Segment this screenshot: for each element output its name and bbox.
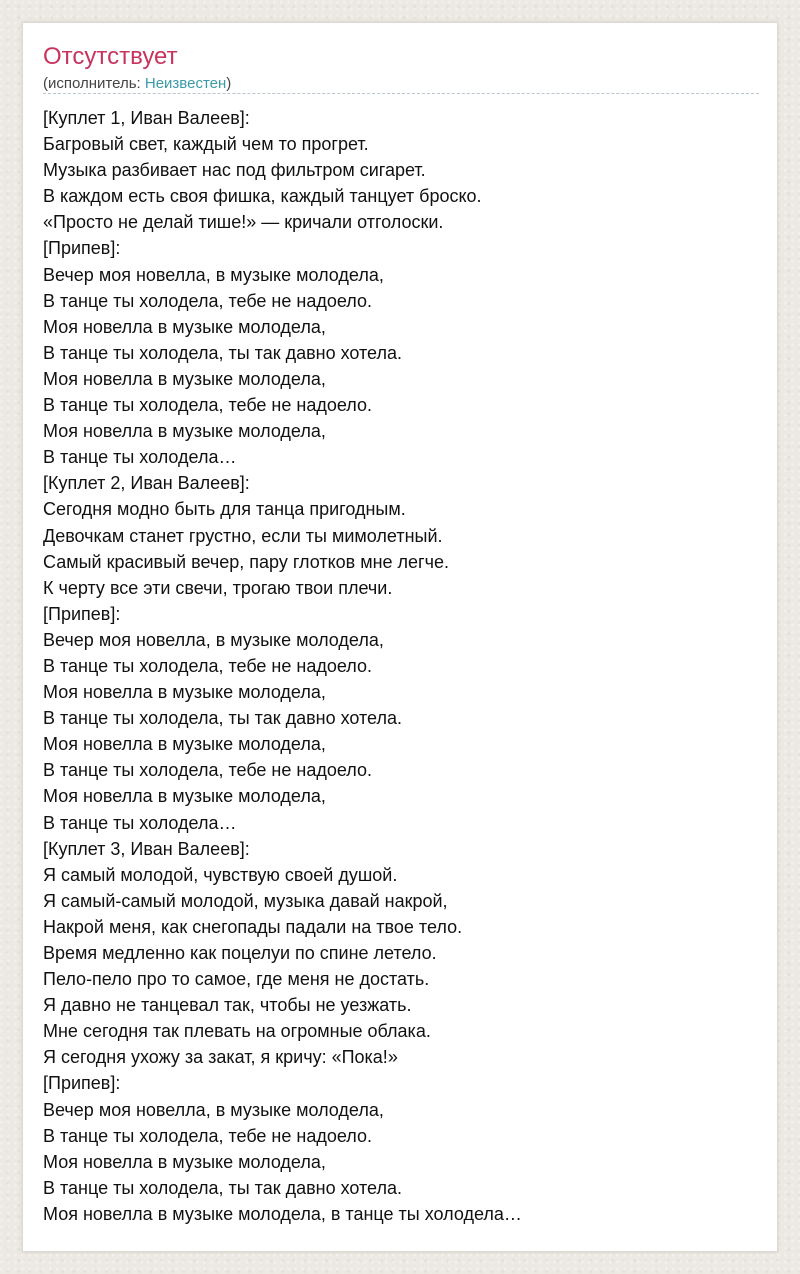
lyric-line: Моя новелла в музыке молодела, <box>43 316 326 337</box>
lyric-line: В танце ты холодела, тебе не надоело. <box>43 1125 372 1146</box>
lyric-line: [Куплет 3, Иван Валеев]: <box>43 838 250 859</box>
lyric-line: Сегодня модно быть для танца пригодным. <box>43 499 406 520</box>
lyric-line: В танце ты холодела… <box>43 812 237 833</box>
lyric-line: К черту все эти свечи, трогаю твои плечи. <box>43 577 393 598</box>
lyric-line: [Куплет 1, Иван Валеев]: <box>43 108 250 128</box>
lyric-line: Моя новелла в музыке молодела, в танце ты холодела… <box>43 1203 522 1224</box>
song-title: Отсутствует <box>43 43 178 70</box>
lyric-line: Время медленно как поцелуи по спине летело. <box>43 943 437 963</box>
lyric-line: [Куплет 2, Иван Валеев]: <box>43 473 250 494</box>
lyric-line: Моя новелла в музыке молодела, <box>43 421 326 442</box>
lyric-line: [Припев]: <box>43 238 121 259</box>
lyric-line: Девочкам станет грустно, если ты мимолетный. <box>43 525 443 546</box>
lyric-line: Моя новелла в музыке молодела, <box>43 1151 326 1172</box>
lyric-line: Пело-пело про то самое, где меня не достать. <box>43 969 430 990</box>
divider <box>43 93 759 94</box>
lyric-line: Моя новелла в музыке молодела, <box>43 734 326 755</box>
lyric-line: В каждом есть своя фишка, каждый танцует броско. <box>43 186 482 207</box>
lyric-line: В танце ты холодела, ты так давно хотела. <box>43 708 402 729</box>
lyric-line: Вечер моя новелла, в музыке молодела, <box>43 629 384 650</box>
lyric-line: Моя новелла в музыке молодела, <box>43 368 326 389</box>
lyric-line: Моя новелла в музыке молодела, <box>43 682 326 703</box>
lyric-line: Музыка разбивает нас под фильтром сигарет. <box>43 160 426 181</box>
lyric-line: В танце ты холодела, ты так давно хотела. <box>43 342 402 363</box>
lyric-line: Вечер моя новелла, в музыке молодела, <box>43 1099 384 1120</box>
artist-line <box>43 74 231 94</box>
artist-prefix: (исполнитель: <box>43 75 145 92</box>
lyrics-text <box>43 105 759 1227</box>
lyric-line: В танце ты холодела, тебе не надоело. <box>43 760 372 781</box>
lyric-line: В танце ты холодела, тебе не надоело. <box>43 290 372 311</box>
lyric-line: Я самый молодой, чувствую своей душой. <box>43 864 398 885</box>
lyric-line: В танце ты холодела, тебе не надоело. <box>43 395 372 416</box>
lyric-line: Самый красивый вечер, пару глотков мне легче. <box>43 551 450 572</box>
artist-link[interactable]: Неизвестен <box>144 75 227 92</box>
artist-suffix: ) <box>226 75 232 92</box>
lyric-line: Багровый свет, каждый чем то прогрет. <box>43 134 369 155</box>
lyric-line: Мне сегодня так плевать на огромные облака. <box>43 1021 431 1042</box>
lyric-line: В танце ты холодела… <box>43 447 237 468</box>
lyric-line: Моя новелла в музыке молодела, <box>43 786 326 807</box>
lyric-line: Я сегодня ухожу за закат, я кричу: «Пока!» <box>43 1047 398 1068</box>
lyric-line: В танце ты холодела, тебе не надоело. <box>43 655 372 676</box>
lyric-line: В танце ты холодела, ты так давно хотела. <box>43 1177 402 1198</box>
lyric-line: Вечер моя новелла, в музыке молодела, <box>43 264 384 285</box>
lyric-line: Я давно не танцевал так, чтобы не уезжать. <box>43 995 412 1016</box>
lyric-line: Накрой меня, как снегопады падали на твое тело. <box>43 916 463 937</box>
lyric-line: [Припев]: <box>43 1073 121 1094</box>
lyric-line: «Просто не делай тише!» — кричали отголоски. <box>43 212 444 233</box>
lyrics-card <box>22 22 778 1252</box>
lyric-line: [Припев]: <box>43 603 121 624</box>
lyric-line: Я самый-самый молодой, музыка давай накрой, <box>43 890 448 911</box>
